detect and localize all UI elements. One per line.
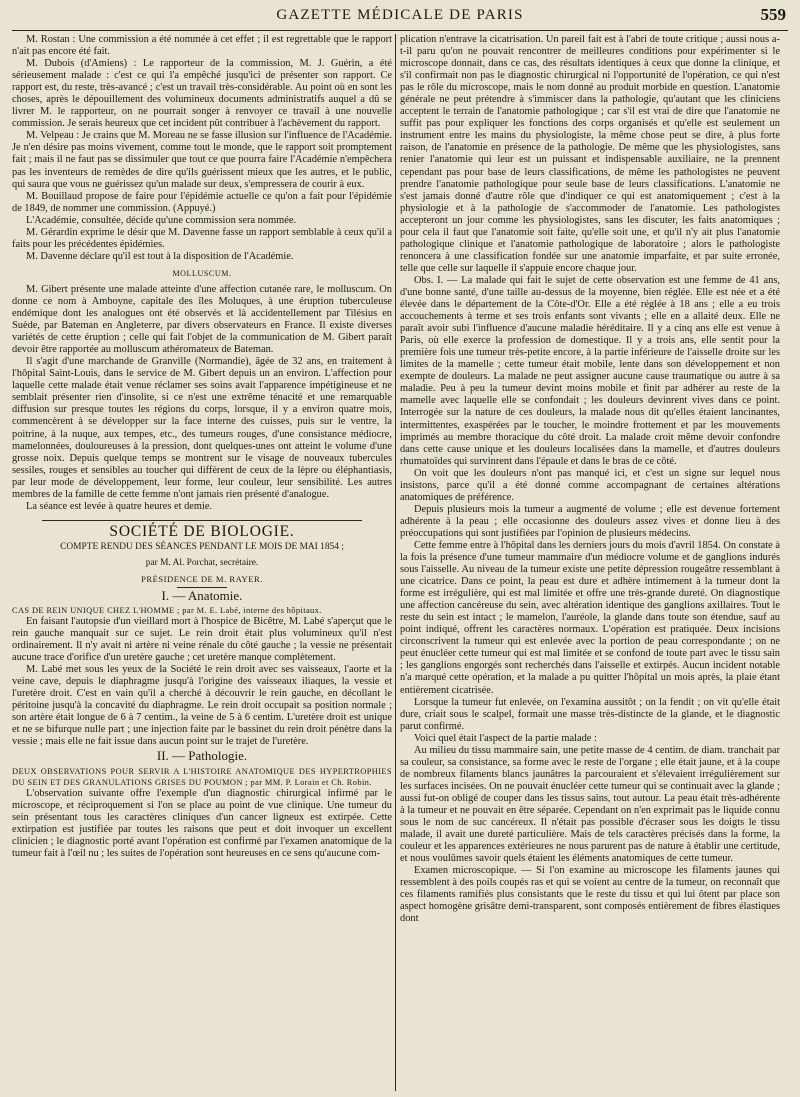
paragraph: L'Académie, consultée, décide qu'une commission sera nommée. [26, 214, 297, 226]
society-title: SOCIÉTÉ DE BIOLOGIE. [109, 522, 295, 540]
paragraph: M. Gibert présente une malade atteinte d'une affection cutanée rare, le molluscum. On donne ce nom à Amboyne, capitale des îles Moluques, à une éruption tuberculeuse endémique dont les analogues ont été observés et là accidentellement par Tilésius en Suède, par Bateman en Angleterre, par divers observateurs en France. Il existe diverses variétés de cette éruption ; celle qui fait l'objet de la communication de M. Gibert paraît devoir être rapportée au molluscum athéromateux de Bateman. [12, 283, 392, 356]
presidency-line: PRÉSIDENCE DE M. RAYER. [141, 573, 263, 584]
paragraph: M. Labé met sous les yeux de la Société le rein droit avec ses vaisseaux, l'aorte et la veine cave, depuis le diaphragme jusqu'à l'origine des vaisseaux iliaques, la vessie et l'uretère droit. C'est en vain qu'il a cherché à découvrir le rein gauche, en décollant le péritoine jusqu'à la concavité du diaphragme. Le rein droit occupait sa position normale ; son artère était longue de 6 à 7 centim., la veine de 5 à 6 centim. L'uretère droit est unique et ne se bifurque nulle part ; une injection faite par le bassinet du rein droit pénètre dans la vessie ; mais elle ne fait issue dans aucun point sur le trajet de l'uretère. [12, 664, 392, 748]
society-subtitle: COMPTE RENDU DES SÉANCES PENDANT LE MOIS DE MAI 1854 ; [60, 541, 344, 552]
article-heading: DEUX OBSERVATIONS POUR SERVIR A L'HISTOIRE ANATOMIQUE DES HYPERTROPHIES DU SEIN ET DES GRANULATIONS GRISES DU POUMON ; par MM. P. Lorain et Ch. Robin. [12, 766, 392, 787]
paragraph: Cette femme entre à l'hôpital dans les derniers jours du mois d'avril 1854. On constate à la fois la présence d'une tumeur mammaire d'un médiocre volume et de ganglions indurés sous l'aisselle. Au niveau de la tumeur existe une petite dépression rougeâtre ressemblant à une cicatrice. Dans ce point, la peau est dure et adhère intimement à la tumeur dont la forme est irrégulière, qui est mal limitée et offre une très-grande dureté. On diagnostique une affection cancéreuse du sein, avec altération identique des ganglions axillaires. Tout le reste du sein est intact ; le mamelon, l'auréole, la glande dans toute son étendue, sauf au point indiqué, offrent les caractères normaux. L'opération est pratiquée. Deux incisions circonscrivent la tumeur qui est enlevée avec la portion de peau correspondante ; on ne peut énucléer cette tumeur qui est mal limitée et se confond de toute part avec le tissu sain ; les ganglions engorgés sont recherchés dans l'aisselle et extirpés. Aucun incident notable n'a marqué cette opération, et la malade a pu quitter l'hôpital un mois après, la plaie étant entièrement cicatrisée. [400, 539, 780, 696]
paragraph: M. Velpeau : Je crains que M. Moreau ne se fasse illusion sur l'influence de l'Académie. Je n'en désire pas moins vivement, comme tout le monde, que le rapport soit promptement fait ; mais il ne faut pas se dissimuler que tout ce que pourra faire l'Académie n'empêchera pas les inventeurs de remèdes de dire qu'ils guérissent mieux que les autres, et le public, qui saura que vous ne guérissez qu'un malade sur deux, s'empressera de courir à eux. [12, 130, 392, 190]
paragraph: Obs. I. — La malade qui fait le sujet de cette observation est une femme de 41 ans, d'une bonne santé, d'une taille au-dessus de la moyenne, bien réglée. Elle est née et a été élevée dans le département de la Côte-d'Or. Elle a été réglée à 18 ans ; elle a eu trois accouchements à terme et ses trois enfants sont vivants ; elle en a allaité deux. Elle ne paraît avoir subi l'influence d'aucune maladie héréditaire. Il y a cinq ans elle est venue à Paris, où elle exerce la profession de domestique. Il y a trois ans, elle sentit pour la première fois une tumeur très-petite encore, à la partie inférieure de l'aisselle droite sur les limites de la mamelle ; cette tumeur était mobile, lente dans son développement et non exempte de douleurs. La malade ne peut assigner aucune cause traumatique ou autre à sa maladie. Peu à peu la tumeur devint moins mobile et finit par adhérer au reste de la mamelle avec laquelle elle se confondait ; les douleurs devinrent vives dans ce point. Interrogée sur la nature de ces douleurs, la malade nous dit qu'elles étaient lancinantes, intermittentes, exaspérées par le toucher, le moindre frottement et par les mouvements imprimés au membre thoracique du côté droit. La malade croit même devoir confondre dans cette cause unique et les douleurs localisées dans la mamelle, et d'autres douleurs rhumatoïdes qui survinrent dans l'épaule et dans le bras de ce côté. [400, 274, 780, 467]
paragraph: Au milieu du tissu mammaire sain, une petite masse de 4 centim. de diam. tranchait par sa couleur, sa consistance, sa forme avec le reste de l'organe ; elle était jaune, et à la coupe de nombreux filaments blancs jaunâtres la parcouraient et s'élevaient irrégulièrement sur les surfaces incisées. On ne pouvait énucléer cette tumeur qui se continuait avec la glande ; aussi fut-on obligé de couper dans les tissus sains, tout autour. La peau était très-adhérente à la tumeur et ne pouvait en être séparée. Cependant on n'en exprimait pas le liquide connu sous le nom de suc cancéreux. Il n'était pas possible d'écraser sous les doigts le tissu malade, il avait une dureté particulière. Mais de tels caractères précisés dans la forme, la couleur et les apparences extérieures ne nous parurent pas de nature à établir une certitude, et nous voulûmes savoir quels étaient les éléments anatomiques de cette tumeur. [400, 744, 780, 865]
page-header [12, 4, 788, 31]
paragraph: En faisant l'autopsie d'un vieillard mort à l'hospice de Bicêtre, M. Labé s'aperçut que le rein gauche manquait sur ce sujet. Le rein droit était plus volumineux qu'il n'est ordinairement. Il n'y avait ni artère ni veine rénale du côté gauche ; la vessie ne présentait aucune trace d'orifice d'un uretère gauche ; cet uretère manque complètement. [12, 615, 392, 664]
paragraph: Voici quel était l'aspect de la partie malade : [414, 732, 597, 744]
paragraph: L'observation suivante offre l'exemple d'un diagnostic chirurgical infirmé par le microscope, et réciproquement si l'on se place au point de vue clinique. Une tumeur du sein présentant tous les caractères cliniques d'un cancer ligneux est extirpée. Cette extirpation est justifiée par toutes les raisons que peut et doit invoquer un excellent clinicien ; le diagnostic porté avant l'opération est confirmé par l'examen anatomique de la tumeur fait à l'œil nu ; les suites de l'opération sont heureuses en ce sens qu'aucune com- [12, 787, 392, 859]
part-heading-pathology: II. — Pathologie. [156, 748, 248, 764]
part-heading-anatomy: I. — Anatomie. [161, 587, 243, 603]
paragraph: M. Bouillaud propose de faire pour l'épidémie actuelle ce qu'on a fait pour l'épidémie de 1849, de nommer une commission. (Appuyé.) [12, 190, 392, 214]
paragraph: Depuis plusieurs mois la tumeur a augmenté de volume ; elle est devenue fortement adhérente à la peau ; elle occasionne des douleurs assez vives et donne lieu à des préoccupations qui sont justifiées par l'opinion de plusieurs médecins. [400, 503, 780, 539]
article-heading: CAS DE REIN UNIQUE CHEZ L'HOMME ; par M. E. Labé, interne des hôpitaux. [12, 605, 322, 615]
text-columns [12, 34, 788, 1091]
paragraph: M. Davenne déclare qu'il est tout à la disposition de l'Académie. [26, 250, 294, 262]
paragraph: La séance est levée à quatre heures et demie. [26, 500, 213, 512]
page-number: 559 [760, 5, 786, 24]
left-column [12, 34, 392, 1091]
molluscum-heading: MOLLUSCUM. [172, 268, 232, 278]
section-divider [42, 520, 362, 521]
society-secretary: par M. Al. Porchat, secrétaire. [145, 557, 259, 568]
paragraph: M. Dubois (d'Amiens) : Le rapporteur de la commission, M. J. Guérin, a été sérieusement malade : c'est ce qui l'a empêché jusqu'ici de présenter son rapport. Ce rapport est, du reste, très-avancé ; c'est un travail très-considérable. Au point où en sont les choses, après le dépouillement des volumineux documents administratifs auquel a dû se livrer M. le rapporteur, on ne pourrait songer à renvoyer ce travail à une nouvelle commission. Je serais heureux que cet incident pût contribuer à l'achèvement du rapport. [12, 58, 392, 130]
journal-title: GAZETTE MÉDICALE DE PARIS [276, 7, 524, 23]
paragraph: plication n'entrave la cicatrisation. Un pareil fait est à l'abri de toute critique ; aussi nous a-t-il paru qu'on ne pouvait rencontrer de meilleures conditions pour expérimenter si le microscope donnait, dans ce cas, des résultats identiques à ceux que donne la clinique, et s'il confirmait non pas le diagnostic chirurgical ni l'opportunité de l'opération, ce qui n'est pas le rôle du microscope, mais le nom donné au produit morbide en question. L'anatomie générale ne peut prétendre à s'immiscer dans la pathologie, qu'autant que les cliniciens acceptent le terrain de l'anatomie pathologique ; car s'il est vrai de dire que l'anatomie ne suffit pas pour expliquer les fonctions des corps organisés et qu'elle est seulement un instrument entre les mains du physiologiste, la même chose peut se dire, à plus forte raison, de l'anatomie en présence de la pathologie. De même que les physiologistes, sans renier l'anatomie qui leur est un puissant et indispensable auxiliaire, ne la prennent cependant pas pour base de leurs classifications, de même les pathologistes ne peuvent prendre l'anatomie pathologique pour seule base de leurs classifications. L'anatomie ne s'est jamais donné d'autre rôle que d'indiquer ce qui est anatomiquement ; c'est à la physiologie et à la pathologie de s'accommoder de l'anatomie. Les pathologistes accepteront un jour comme les physiologistes, sans les discuter, les faits anatomiques ; pour cela il faut que l'anatomie soit faite, qu'elle soit une, et qu'il n'y ait plus l'anatomie pathologique clinique et l'anatomie pathologique de laboratoire ; alors le pathologiste renoncera à une classification fondée sur une anatomie imparfaite, et par suite erronée, telle que celle sur laquelle il s'appuie encore chaque jour. [400, 34, 780, 274]
paragraph: M. Rostan : Une commission a été nommée à cet effet ; il est regrettable que le rapport n'ait pas encore été fait. [12, 34, 392, 58]
column-rule [395, 34, 396, 1091]
paragraph: Lorsque la tumeur fut enlevée, on l'examina aussitôt ; on la fendit ; on vit qu'elle était dure, criait sous le scalpel, formait une masse très-distincte de la glande, et le diagnostic parut confirmé. [400, 696, 780, 732]
paragraph: Il s'agit d'une marchande de Granville (Normandie), âgée de 32 ans, en traitement à l'hôpital Saint-Louis, dans le service de M. Gibert depuis un an environ. L'affection pour laquelle cette malade était venue réclamer ses soins avait l'apparence impétigineuse et ne semblait présenter rien d'insolite, si ce n'est une extrême ténacité et une remarquable diffusion sur presque toutes les régions du corps, lorsque, il y a environ quatre mois, commencèrent à se développer sur la face interne des cuisses, puis sur le ventre, la poitrine, à la nuque, aux tempes, etc., des tumeurs rouges, d'une consistance médiocre, mamelonnées, douloureuses à la pression, dont quelques-unes ont atteint le volume d'une grosse noix. Depuis quelque temps se montrent sur le visage de nouveaux tubercules sessiles, rouges et sensibles au toucher qui diffèrent de ceux de la lèpre ou éléphantiasis, par leur mode de développement, leur forme, leur couleur, leur sensibilité. Les autres membres de la famille de cette femme n'ont jamais rien présenté d'analogue. [12, 356, 392, 500]
right-column [400, 34, 780, 1091]
paragraph: Examen microscopique. — Si l'on examine au microscope les filaments jaunes qui ressemblent à des poils coupés ras et qui se voient au centre de la tumeur, on reconnaît que ces filaments ramifiés plus consistants que le reste du tissu et qui lui ôtent par place son aspect homogène grisâtre demi-transparent, sont composés entièrement de fibres élastiques dont [400, 865, 780, 925]
paragraph: M. Gérardin exprime le désir que M. Davenne fasse un rapport semblable à ceux qu'il a faits pour les précédentes épidémies. [12, 226, 392, 250]
paragraph: On voit que les douleurs n'ont pas manqué ici, et c'est un signe sur lequel nous insistons, parce qu'il a été donné comme accompagnant de certaines altérations anatomiques de préférence. [400, 467, 780, 503]
